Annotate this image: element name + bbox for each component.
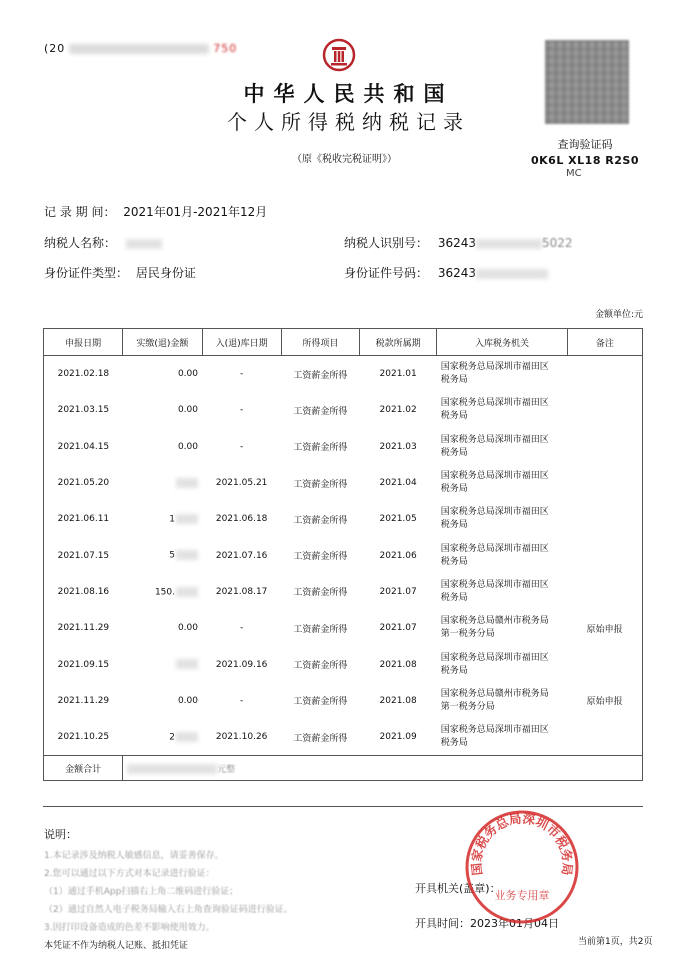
row-stock-date <box>202 719 281 756</box>
row-stock-date <box>202 501 281 537</box>
total-tail: 元整 <box>217 764 236 775</box>
row-amount-text: 0.00 <box>177 369 198 380</box>
total-row <box>44 756 643 781</box>
note-5: 3.因打印设备造成的色差不影响使用效力。 <box>44 923 215 933</box>
row-tax-period-text: 2021.05 <box>379 514 417 525</box>
row-declare-date-text: 2021.03.15 <box>57 405 110 416</box>
svg-text:国家税务总局深圳市税务局 <box>469 811 576 877</box>
disclaimer: 本凭证不作为纳税人记账、抵扣凭证 <box>44 941 189 951</box>
row-stock-date-text: - <box>240 695 244 706</box>
note-1: 1.本记录涉及纳税人敏感信息，请妥善保存。 <box>44 851 224 861</box>
row-tax-office <box>437 537 567 573</box>
row-income-item-text: 工资薪金所得 <box>293 515 348 526</box>
row-tax-office <box>437 501 567 537</box>
row-declare-date <box>44 356 123 393</box>
row-declare-date <box>44 610 123 646</box>
row-note <box>567 683 642 719</box>
row-tax-period-text: 2021.06 <box>379 550 417 561</box>
row-income-item <box>281 392 359 428</box>
tax-office-line1: 国家税务总局深圳市福田区 <box>440 507 549 518</box>
header-amount: 实缴(退)金额 <box>123 329 202 356</box>
tax-office-line2: 税务局 <box>440 556 468 567</box>
row-tax-office <box>437 392 567 428</box>
row-declare-date <box>44 501 123 537</box>
row-income-item-text: 工资薪金所得 <box>293 624 348 635</box>
row-stock-date-text: 2021.08.17 <box>215 586 268 597</box>
row-amount-text: 0.00 <box>177 695 198 706</box>
header-income-item: 所得项目 <box>281 329 359 356</box>
row-declare-date <box>44 537 123 573</box>
row-stock-date <box>202 356 281 393</box>
row-tax-period-text: 2021.03 <box>379 441 417 452</box>
taxpayer-name-row <box>44 234 162 251</box>
row-amount <box>123 429 202 465</box>
verification-code: 0K6L XL18 R2S0 <box>531 154 639 167</box>
amount-unit: 金额单位:元 <box>594 310 643 320</box>
id-number-row <box>344 264 548 281</box>
row-note <box>567 465 642 501</box>
row-amount-text: 0.00 <box>177 441 198 452</box>
row-stock-date-text: 2021.07.16 <box>215 550 268 561</box>
row-stock-date <box>202 683 281 719</box>
row-amount <box>123 465 202 501</box>
serial-redacted <box>69 44 209 54</box>
note-2: 2.您可以通过以下方式对本记录进行验证： <box>44 869 215 879</box>
tax-office-line1: 国家税务总局赣州市税务局 <box>440 688 549 699</box>
row-tax-period <box>360 501 437 537</box>
row-amount <box>123 610 202 646</box>
taxpayer-id-label: 纳税人识别号： <box>344 236 429 250</box>
tax-office-line2: 税务局 <box>440 738 468 749</box>
row-stock-date <box>202 574 281 610</box>
row-tax-office <box>437 646 567 682</box>
row-tax-period-text: 2021.08 <box>379 659 417 670</box>
serial-prefix: (20 <box>44 42 66 55</box>
row-tax-period <box>360 683 437 719</box>
table-row <box>44 610 643 646</box>
row-stock-date-text: 2021.05.21 <box>215 478 268 489</box>
issuer-label: 开具机关(盖章)： <box>415 882 501 895</box>
id-number-redacted <box>476 269 548 279</box>
row-income-item-text: 工资薪金所得 <box>293 443 348 454</box>
row-declare-date-text: 2021.11.29 <box>57 623 110 634</box>
row-stock-date <box>202 537 281 573</box>
row-declare-date-text: 2021.06.11 <box>57 514 110 525</box>
tax-office-line1: 国家税务总局深圳市福田区 <box>440 362 549 373</box>
row-tax-office <box>437 465 567 501</box>
row-tax-office <box>437 356 567 393</box>
row-declare-date-text: 2021.10.25 <box>57 732 110 743</box>
taxpayer-id-value: 36243 <box>437 236 477 250</box>
header-stock-date: 入(退)库日期 <box>202 329 281 356</box>
table-row <box>44 429 643 465</box>
row-income-item <box>281 683 359 719</box>
tax-office-line2: 税务局 <box>440 447 468 458</box>
row-tax-office <box>437 683 567 719</box>
tax-office-line1: 国家税务总局深圳市福田区 <box>440 579 549 590</box>
row-income-item <box>281 465 359 501</box>
row-amount-text: 5 <box>169 550 175 561</box>
row-note <box>567 610 642 646</box>
header-tax-office: 入库税务机关 <box>437 329 567 356</box>
tax-office-line2: 税务局 <box>440 484 468 495</box>
total-value <box>123 756 643 781</box>
table-row <box>44 719 643 756</box>
row-income-item-text: 工资薪金所得 <box>293 733 348 744</box>
row-note <box>567 501 642 537</box>
row-tax-office <box>437 719 567 756</box>
official-seal-icon <box>462 807 582 927</box>
row-tax-period-text: 2021.07 <box>379 586 417 597</box>
row-declare-date-text: 2021.11.29 <box>57 695 110 706</box>
row-amount-text: 2 <box>169 732 175 743</box>
id-type-value: 居民身份证 <box>135 266 196 280</box>
row-stock-date <box>202 429 281 465</box>
tax-emblem-icon <box>322 38 356 72</box>
row-amount <box>123 646 202 682</box>
row-amount-text: 0.00 <box>177 405 198 416</box>
row-tax-office <box>437 429 567 465</box>
row-income-item <box>281 646 359 682</box>
row-declare-date <box>44 392 123 428</box>
row-amount <box>123 501 202 537</box>
row-declare-date <box>44 719 123 756</box>
row-note-text: 原始申报 <box>586 624 623 635</box>
row-amount <box>123 683 202 719</box>
row-tax-period-text: 2021.02 <box>379 405 417 416</box>
qr-label: 查询验证码 <box>557 138 613 151</box>
row-tax-period <box>360 356 437 393</box>
row-tax-period-text: 2021.04 <box>379 478 417 489</box>
row-declare-date <box>44 646 123 682</box>
taxpayer-id-tail: 5022 <box>542 236 573 250</box>
tax-office-line1: 国家税务总局深圳市福田区 <box>440 434 549 445</box>
row-tax-office <box>437 610 567 646</box>
table-row <box>44 356 643 393</box>
row-stock-date-text: 2021.09.16 <box>215 659 268 670</box>
tax-office-line2: 税务局 <box>440 520 468 531</box>
total-label: 金额合计 <box>44 756 123 781</box>
row-note <box>567 646 642 682</box>
row-declare-date <box>44 465 123 501</box>
tax-office-line2: 税务局 <box>440 411 468 422</box>
row-tax-period <box>360 537 437 573</box>
period-label: 记 录 期 间： <box>44 205 116 219</box>
row-income-item <box>281 537 359 573</box>
taxpayer-id-row <box>344 234 573 251</box>
amount-redacted <box>176 587 198 597</box>
row-declare-date <box>44 574 123 610</box>
tax-record-table <box>43 328 643 781</box>
row-note <box>567 719 642 756</box>
id-number-label: 身份证件号码： <box>344 266 429 280</box>
row-note <box>567 574 642 610</box>
row-note <box>567 356 642 393</box>
row-tax-period <box>360 610 437 646</box>
row-stock-date <box>202 646 281 682</box>
row-income-item-text: 工资薪金所得 <box>293 479 348 490</box>
row-tax-period <box>360 719 437 756</box>
row-amount <box>123 574 202 610</box>
page-info: 当前第1页，共2页 <box>578 937 653 947</box>
issue-time-label: 开具时间： <box>415 917 470 930</box>
row-amount-text: 150. <box>154 587 175 598</box>
row-stock-date <box>202 465 281 501</box>
row-tax-period-text: 2021.08 <box>379 695 417 706</box>
total-redacted <box>127 764 217 774</box>
row-stock-date-text: - <box>240 405 244 416</box>
row-income-item <box>281 574 359 610</box>
row-stock-date-text: - <box>240 623 244 634</box>
tax-office-line2: 税务局 <box>440 592 468 603</box>
id-number-value: 36243 <box>437 266 477 280</box>
row-amount <box>123 537 202 573</box>
row-stock-date-text: 2021.06.18 <box>215 514 268 525</box>
tax-office-line1: 国家税务总局深圳市福田区 <box>440 652 549 663</box>
period-value: 2021年01月-2021年12月 <box>123 205 268 219</box>
row-income-item <box>281 429 359 465</box>
tax-office-line2: 税务局 <box>440 665 468 676</box>
row-tax-period-text: 2021.09 <box>379 732 417 743</box>
row-tax-period <box>360 646 437 682</box>
row-declare-date-text: 2021.04.15 <box>57 441 110 452</box>
row-stock-date-text: - <box>240 441 244 452</box>
title-line2: 个人所得税纳税记录 <box>227 110 470 134</box>
row-income-item-text: 工资薪金所得 <box>293 697 348 708</box>
header-tax-period: 税款所属期 <box>360 329 437 356</box>
tax-office-line1: 国家税务总局深圳市福田区 <box>440 398 549 409</box>
tax-office-line2: 第一税务分局 <box>440 629 495 640</box>
row-declare-date <box>44 683 123 719</box>
row-declare-date-text: 2021.09.15 <box>57 659 110 670</box>
row-declare-date-text: 2021.07.15 <box>57 550 110 561</box>
row-note <box>567 537 642 573</box>
taxpayer-id-redacted <box>476 239 542 249</box>
row-income-item-text: 工资薪金所得 <box>293 552 348 563</box>
amount-redacted <box>176 659 198 669</box>
row-amount-text: 1 <box>169 514 175 525</box>
notes-title: 说明： <box>44 828 77 841</box>
row-income-item <box>281 719 359 756</box>
row-income-item-text: 工资薪金所得 <box>293 588 348 599</box>
id-type-label: 身份证件类型： <box>44 266 129 280</box>
table-header-row <box>44 329 643 356</box>
row-tax-period <box>360 574 437 610</box>
row-stock-date <box>202 392 281 428</box>
seal-text: 国家税务总局深圳市税务局 <box>468 810 576 877</box>
row-note <box>567 429 642 465</box>
row-tax-period-text: 2021.01 <box>379 369 417 380</box>
tax-office-line1: 国家税务总局赣州市税务局 <box>440 616 549 627</box>
amount-redacted <box>176 514 198 524</box>
row-amount-text: 0.00 <box>177 623 198 634</box>
qr-code-icon <box>545 40 629 124</box>
row-stock-date-text: 2021.10.26 <box>215 732 268 743</box>
table-row <box>44 465 643 501</box>
id-type-row <box>44 264 196 281</box>
row-note <box>567 392 642 428</box>
row-stock-date-text: - <box>240 369 244 380</box>
period-row <box>44 203 267 220</box>
row-tax-office <box>437 574 567 610</box>
table-row <box>44 574 643 610</box>
tax-office-line1: 国家税务总局深圳市福田区 <box>440 471 549 482</box>
subtitle: （原《税收完税证明》） <box>292 154 397 165</box>
row-note-text: 原始申报 <box>586 697 623 708</box>
verification-code-tail: MC <box>566 168 582 179</box>
tax-office-line1: 国家税务总局深圳市福田区 <box>440 725 549 736</box>
row-income-item <box>281 501 359 537</box>
taxpayer-name-label: 纳税人名称： <box>44 236 117 250</box>
row-income-item <box>281 356 359 393</box>
table-row <box>44 501 643 537</box>
tax-office-line2: 第一税务分局 <box>440 701 495 712</box>
issue-time-value: 2023年01月04日 <box>470 917 559 930</box>
taxpayer-name-redacted <box>126 239 162 249</box>
row-tax-period <box>360 429 437 465</box>
row-declare-date-text: 2021.05.20 <box>57 478 110 489</box>
tax-office-line1: 国家税务总局深圳市福田区 <box>440 543 549 554</box>
row-tax-period <box>360 465 437 501</box>
amount-redacted <box>176 550 198 560</box>
title-line1: 中华人民共和国 <box>243 81 454 106</box>
row-stock-date <box>202 610 281 646</box>
row-tax-period-text: 2021.07 <box>379 623 417 634</box>
seal-subtext: 业务专用章 <box>494 889 550 902</box>
table-row <box>44 392 643 428</box>
table-row <box>44 683 643 719</box>
row-amount <box>123 392 202 428</box>
row-declare-date-text: 2021.08.16 <box>57 586 110 597</box>
note-4: （2）通过自然人电子税务局输入右上角查询验证码进行验证。 <box>44 905 293 915</box>
row-amount <box>123 356 202 393</box>
row-declare-date-text: 2021.02.18 <box>57 369 110 380</box>
note-3: （1）通过手机App扫描右上角二维码进行验证； <box>44 887 239 897</box>
header-note: 备注 <box>567 329 642 356</box>
serial-number <box>44 42 237 55</box>
row-income-item-text: 工资薪金所得 <box>293 406 348 417</box>
row-declare-date <box>44 429 123 465</box>
row-income-item-text: 工资薪金所得 <box>293 370 348 381</box>
serial-suffix: 750 <box>213 42 238 55</box>
row-tax-period <box>360 392 437 428</box>
row-amount <box>123 719 202 756</box>
amount-redacted <box>176 732 198 742</box>
row-income-item <box>281 610 359 646</box>
amount-redacted <box>176 478 198 488</box>
tax-office-line2: 税务局 <box>440 375 468 386</box>
table-row <box>44 537 643 573</box>
table-row <box>44 646 643 682</box>
header-declare-date: 申报日期 <box>44 329 123 356</box>
row-income-item-text: 工资薪金所得 <box>293 661 348 672</box>
